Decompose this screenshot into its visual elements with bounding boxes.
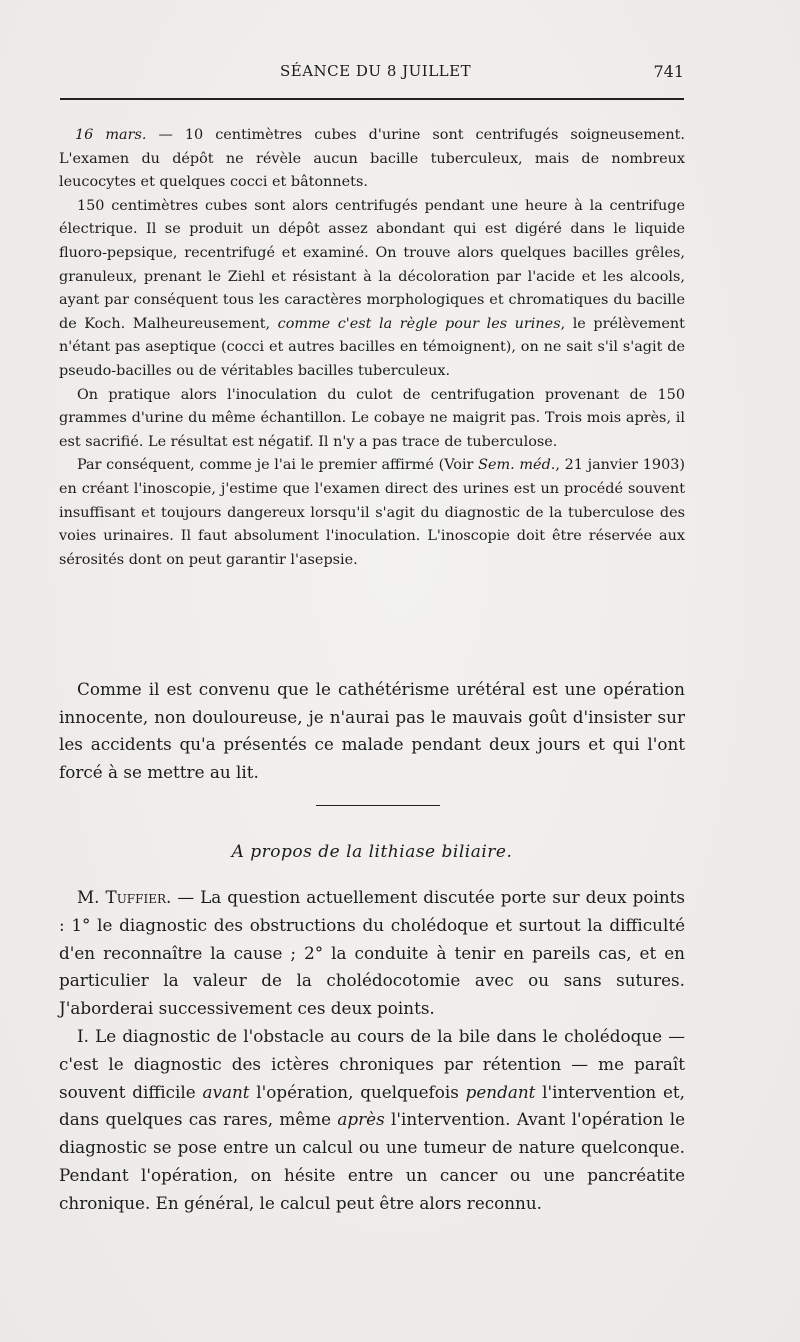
- paragraph-text: — 10 centimètres cubes d'urine sont centrifugés soigneusement. L'examen du dépôt ne révèle aucun bacille tuberculeux, mais de nombreux leucocytes et quelques cocci et bâtonnets.: [59, 127, 686, 191]
- page-number: 741: [653, 62, 684, 81]
- header-title: SÉANCE DU 8 JUILLET: [280, 62, 472, 80]
- paragraph-text: l'opération, quelquefois: [249, 1081, 466, 1102]
- paragraph-tuffier-intro: [59, 884, 685, 1023]
- paragraph-16-mars: [59, 124, 685, 195]
- paragraph-diagnostic: [59, 1023, 685, 1218]
- closing-remark: [59, 676, 685, 786]
- section-divider: [316, 805, 440, 806]
- journal-citation: Sem. méd.: [478, 457, 556, 474]
- italic-word: après: [337, 1109, 385, 1130]
- paragraph-inoculation: [59, 384, 685, 455]
- paragraph-text: On pratique alors l'inoculation du culot de centrifugation provenant de 150 grammes d'urine du même échantillon. Le cobaye ne maigrit pas. Trois mois après, il est sacrifié. Le résultat est négatif. Il n'y a pas trace de tuberculose.: [59, 386, 685, 450]
- speaker-prefix: M.: [77, 887, 106, 907]
- paragraph-text: , le prélèvement n'étant pas aseptique (cocci et autres bacilles en témoignent), on ne sait s'il s'agit de pseudo-bacilles ou de véritables bacilles tuberculeux.: [59, 315, 685, 379]
- paragraph-conclusion: [59, 454, 685, 572]
- paragraph-text: , 21 janvier 1903) en créant l'inoscopie, j'estime que l'examen direct des urines est un procédé souvent insuffisant et toujours dangereux lorsqu'il s'agit du diagnostic de la tuberculose des voies urinaires. Il faut absolument l'inoculation. L'inoscopie doit être réservée aux sérosités dont on peut garantir l'asepsie.: [59, 457, 685, 568]
- italic-word: pendant: [465, 1081, 536, 1102]
- paragraph-text: l'intervention. Avant l'opération le diagnostic se pose entre un calcul ou une tumeur de nature quelconque. Pendant l'opération, on hésite entre un cancer ou une pancréatite chronique. En général, le calcul peut être alors reconnu.: [59, 1109, 685, 1213]
- header-rule: [60, 98, 684, 100]
- paragraph-centrifugation: [59, 195, 685, 384]
- section-title: A propos de la lithiase biliaire.: [231, 842, 513, 862]
- paragraph-catheterism: Comme il est convenu que le cathétérisme urétéral est une opération innocente, non douloureuse, je n'aurai pas le mauvais goût d'insister sur les accidents qu'a présentés ce malade pendant deux jours et qui l'ont forcé à se mettre au lit.: [59, 679, 685, 782]
- italic-word: avant: [202, 1081, 250, 1102]
- paragraph-text: 150 centimètres cubes sont alors centrifugés pendant une heure à la centrifuge électrique. Il se produit un dépôt assez abondant qui est digéré dans le liquide fluoro-pepsique, recentrifugé et examiné. On trouve alors quelques bacilles grêles, granuleux, prenant le Ziehl et résistant à la décoloration par l'acide et les alcools, ayant par conséquent tous les caractères morphologiques et chromatiques du bacille de Koch. Malheureusement,: [59, 197, 685, 332]
- tuffier-discussion: [59, 884, 685, 1218]
- paragraph-text: I. Le diagnostic de l'obstacle au cours de la bile dans le cholédoque — c'est le diagnostic des ictères chroniques par rétention — me paraît souvent difficile: [59, 1025, 685, 1102]
- paragraph-text: . — La question actuellement discutée porte sur deux points : 1° le diagnostic des obstructions du cholédoque et surtout la difficulté d'en reconnaître la cause ; 2° la conduite à tenir en pareils cas, et en particulier la valeur de la cholédocotomie avec ou sans sutures. J'aborderai successivement ces deux points.: [59, 887, 685, 1019]
- italic-phrase: comme c'est la règle pour les urines: [277, 315, 561, 332]
- case-report-block: [59, 124, 685, 572]
- speaker-name: Tuffier: [105, 887, 166, 907]
- date-label: 16 mars.: [75, 127, 147, 143]
- running-header: [60, 62, 684, 86]
- paragraph-text: Par conséquent, comme je l'ai le premier affirmé (Voir: [77, 457, 479, 474]
- paragraph-text: l'intervention et, dans quelques cas rares, même: [59, 1081, 686, 1130]
